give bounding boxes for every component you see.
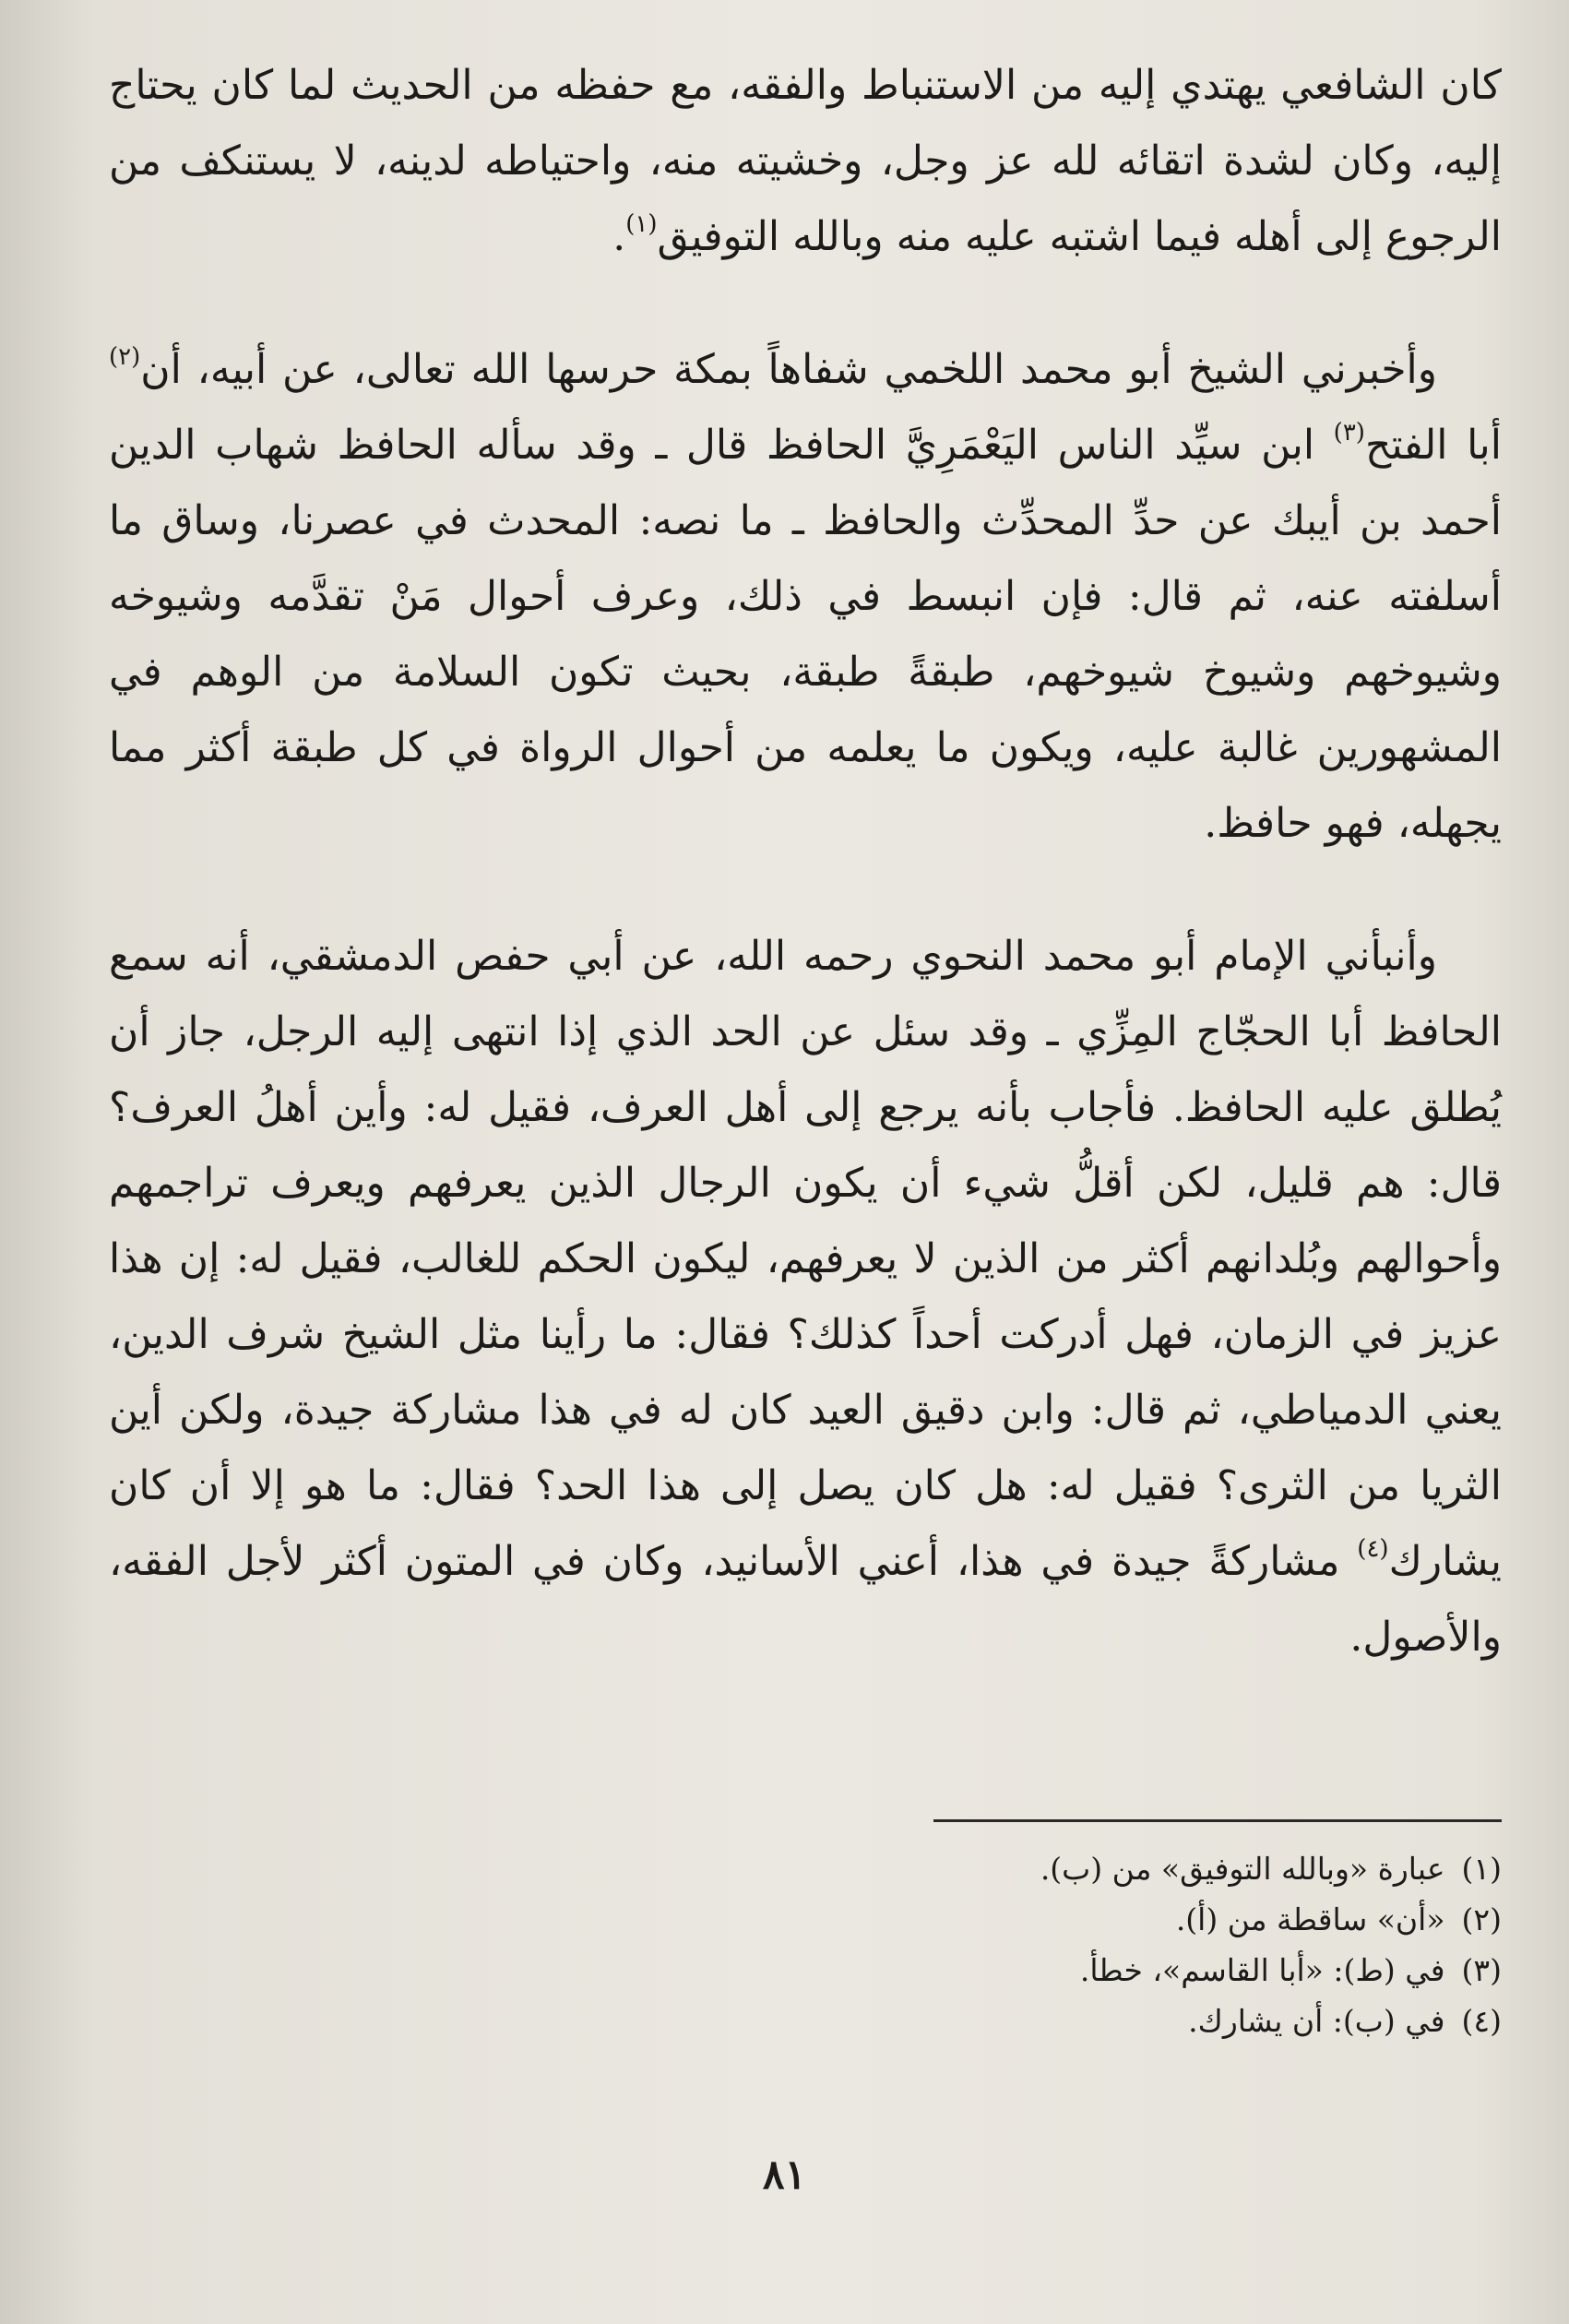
- footnote-text: «أن» ساقطة من (أ).: [1175, 1901, 1445, 1937]
- footnote-ref-3: (٣): [1333, 419, 1365, 447]
- footnote-divider: [933, 1819, 1502, 1822]
- paragraph-1-end: .: [612, 213, 626, 260]
- footnote-number: (٤): [1461, 2003, 1502, 2039]
- footnote-number: (٢): [1461, 1901, 1502, 1937]
- footnote-ref-1: (١): [625, 210, 658, 238]
- paragraph-1: [109, 48, 1502, 275]
- footnote-2: [109, 1894, 1502, 1945]
- paragraph-2-text-a: وأخبرني الشيخ أبو محمد اللخمي شفاهاً بمكة حرسها الله تعالى، عن أبيه، أن: [140, 346, 1437, 393]
- footnotes: [109, 1843, 1502, 2046]
- paragraph-2-text-b: أبا الفتح: [1364, 422, 1502, 469]
- paragraph-3: [109, 919, 1502, 1675]
- paragraph-2-text-c: ابن سيِّد الناس اليَعْمَرِيَّ الحافظ قال ـ وقد سأله الحافظ شهاب الدين أحمد بن أيبك عن حدِّ المحدِّث والحافظ ـ ما نصه: المحدث في عصرنا، وساق ما أسلفته عنه، ثم قال: فإن انبسط في ذلك، وعرف أحوال مَنْ تقدَّمه وشيوخه وشيوخهم وشيوخ شيوخهم، طبقةً طبقة، بحيث تكون السلامة من الوهم في المشهورين غالبة عليه، ويكون ما يعلمه من أحوال الرواة في كل طبقة أكثر مما يجهله، فهو حافظ.: [109, 422, 1502, 847]
- paragraph-3-text-a: وأنبأني الإمام أبو محمد النحوي رحمه الله، عن أبي حفص الدمشقي، أنه سمع الحافظ أبا الحجّاج المِزِّي ـ وقد سئل عن الحد الذي إذا انتهى إليه الرجل، جاز أن يُطلق عليه الحافظ. فأجاب بأنه يرجع إلى أهل العرف، فقيل له: وأين أهلُ العرف؟ قال: هم قليل، لكن أقلُّ شيء أن يكون الرجال الذين يعرفهم ويعرف تراجمهم وأحوالهم وبُلدانهم أكثر من الذين لا يعرفهم، ليكون الحكم للغالب، فقيل له: إن هذا عزيز في الزمان، فهل أدركت أحداً كذلك؟ فقال: ما رأينا مثل الشيخ شرف الدين، يعني الدمياطي، ثم قال: وابن دقيق العيد كان له في هذا مشاركة جيدة، ولكن أين الثريا من الثرى؟ فقيل له: هل كان يصل إلى هذا الحد؟ فقال: ما هو إلا أن كان يشارك: [109, 933, 1502, 1585]
- paragraph-1-text: كان الشافعي يهتدي إليه من الاستنباط والفقه، مع حفظه من الحديث لما كان يحتاج إليه، وكان لشدة اتقائه لله عز وجل، وخشيته منه، واحتياطه لدينه، لا يستنكف من الرجوع إلى أهله فيما اشتبه عليه منه وبالله التوفيق: [109, 62, 1502, 260]
- footnote-number: (١): [1461, 1851, 1502, 1887]
- page-number: ٨١: [762, 2151, 807, 2199]
- main-text: [109, 48, 1502, 1675]
- footnote-1: [109, 1843, 1502, 1894]
- footnote-ref-4: (٤): [1357, 1535, 1389, 1563]
- footnote-text: في (ب): أن يشارك.: [1188, 2003, 1445, 2039]
- footnote-text: عبارة «وبالله التوفيق» من (ب).: [1040, 1851, 1445, 1887]
- footnote-3: [109, 1945, 1502, 1996]
- footnote-4: [109, 1996, 1502, 2046]
- footnote-ref-2: (٢): [109, 343, 141, 371]
- paragraph-2: [109, 332, 1502, 862]
- footnote-text: في (ط): «أبا القاسم»، خطأ.: [1079, 1952, 1445, 1988]
- footnote-number: (٣): [1461, 1952, 1502, 1988]
- paragraph-3-text-b: مشاركةً جيدة في هذا، أعني الأسانيد، وكان في المتون أكثر لأجل الفقه، والأصول.: [109, 1538, 1502, 1661]
